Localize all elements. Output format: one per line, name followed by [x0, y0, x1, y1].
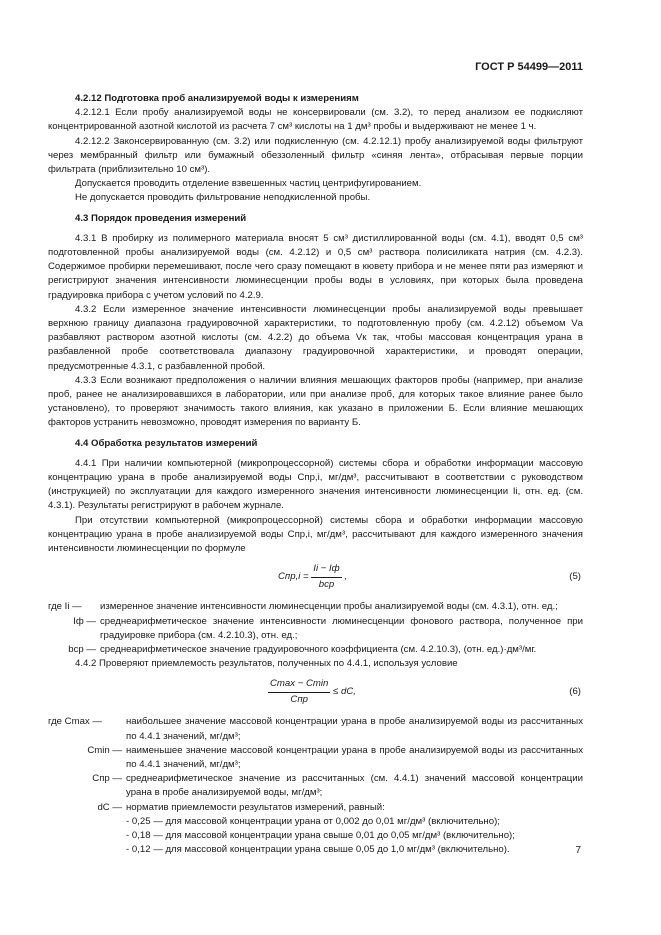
definition-item	[48, 643, 583, 657]
definition-text: наибольшее значение массовой концентрации урана в пробе анализируемой воды из рассчитанных по 4.4.1 значений, мг/дм³;	[126, 716, 583, 742]
list-item: - 0,18 — для массовой концентрации урана свыше 0,01 до 0,05 мг/дм³ (включительно);	[126, 829, 515, 841]
formula-denominator: bср	[318, 578, 335, 590]
definition-symbol: где Ii —	[48, 601, 82, 613]
paragraph: При отсутствии компьютерной (микропроцессорной) системы сбора и обработки информации массовую концентрацию урана в пробе анализируемой воды Cпр,i, мг/дм³, рассчитывают для каждого измеренного значения интенсивности люминесценции по формуле	[48, 514, 583, 555]
formula-numerator: Ii − Iф	[311, 562, 341, 577]
paragraph: 4.2.12.1 Если пробу анализируемой воды не консервировали (см. 3.2), то перед анализом ее подкисляют концентрированной азотной кислотой из расчета 7 см³ кислоты на 1 дм³ пробы и выдерживают не менее 1 ч.	[48, 107, 583, 133]
definition-text: наименьшее значение массовой концентрации урана в пробе анализируемой воды из рассчитанных по 4.4.1 значений, мг/дм³;	[126, 744, 583, 770]
definition-symbol: dC —	[97, 801, 122, 813]
formula-numerator: Cmax − Cmin	[268, 677, 330, 692]
definition-text: среднеарифметическое значение градуировочного коэффициента (см. 4.2.10.3), (отн. ед.)·дм³/мг.	[100, 643, 537, 655]
paragraph: 4.4.2 Проверяют приемлемость результатов, полученных по 4.4.1, используя условие	[75, 658, 458, 670]
section-title-4-2-12: 4.2.12 Подготовка проб анализируемой воды к измерениям	[75, 93, 359, 104]
definition-item	[48, 715, 583, 743]
formula-tail: ≤ dC,	[333, 686, 356, 698]
formula-6	[48, 673, 583, 713]
definition-text: среднеарифметическое значение интенсивности люминесценции фонового раствора, полученное при градуировке прибора (см. 4.2.10.3), отн. ед.;	[100, 615, 583, 641]
equation-number: (6)	[569, 686, 581, 698]
definition-symbol: Cпр —	[92, 773, 122, 785]
document-body	[48, 92, 583, 857]
formula-denominator: Cпр	[290, 693, 308, 705]
definition-item	[48, 744, 583, 772]
formula-5	[48, 558, 583, 598]
definition-symbol: bср —	[68, 643, 96, 655]
norm-list	[48, 815, 583, 858]
page-number: 7	[575, 845, 581, 856]
paragraph: Не допускается проводить фильтрование неподкисленной пробы.	[75, 192, 371, 204]
formula-lhs: Cпр,i =	[278, 571, 309, 583]
list-item: - 0,25 — для массовой концентрации урана от 0,002 до 0,01 мг/дм³ (включительно);	[126, 815, 500, 827]
definition-symbol: Cmin —	[87, 744, 122, 756]
paragraph: 4.3.3 Если возникают предположения о наличии влияния мешающих факторов пробы (например, при анализе проб, ранее не анализировавшихся в лаборатории, или при анализе проб, для которых такое влияние ранее было установлено), то проверяют значимость такого влияния, как указано в приложении Б. Если влияние мешающих факторов устранить невозможно, проводят измерения по варианту Б.	[48, 374, 583, 429]
paragraph: 4.3.1 В пробирку из полимерного материала вносят 5 см³ дистиллированной воды (см. 4.1), вводят 0,5 см³ подготовленной пробы анализируемой воды (см. 4.2.12) и 0,5 см³ раствора полисиликата натрия (см. 4.2.3). Содержимое пробирки перемешивают, после чего сразу помещают в кювету прибора и не менее пяти раз измеряют и регистрируют значения интенсивности люминесценции пробы воды в условиях, при которых была проведена градуировка прибора с учетом условий по 4.2.9.	[48, 232, 583, 301]
paragraph: Допускается проводить отделение взвешенных частиц центрифугированием.	[75, 178, 422, 190]
definitions-5	[48, 600, 583, 657]
section-title-4-4: 4.4 Обработка результатов измерений	[75, 437, 258, 449]
definitions-6	[48, 715, 583, 814]
definition-item	[48, 615, 583, 643]
paragraph: 4.2.12.2 Законсервированную (см. 3.2) или подкисленную (см. 4.2.12.1) пробу анализируемой воды фильтруют через мембранный фильтр или бумажный обеззоленный фильтр «синяя лента», отбрасывая первые порции фильтрата (приблизительно 10 см³).	[48, 135, 583, 176]
paragraph: 4.4.1 При наличии компьютерной (микропроцессорной) системы сбора и обработки информации массовую концентрацию урана в пробе анализируемой воды Cпр,i, мг/дм³, рассчитывают в соответствии с руководством (инструкцией) по эксплуатации для каждого измеренного значения интенсивности люминесценции Ii, отн. ед. (см. 4.3.1). Результаты регистрируют в рабочем журнале.	[48, 457, 583, 512]
definition-text: измеренное значение интенсивности люминесценции пробы анализируемой воды (см. 4.3.1), отн. ед.;	[100, 601, 558, 613]
standard-header: ГОСТ Р 54499—2011	[475, 61, 583, 73]
definition-symbol: где Cmax —	[48, 716, 102, 728]
list-item: - 0,12 — для массовой концентрации урана свыше 0,05 до 1,0 мг/дм³ (включительно).	[126, 844, 510, 856]
definition-symbol: Iф —	[73, 615, 96, 627]
formula-tail: ,	[344, 571, 348, 583]
paragraph: 4.3.2 Если измеренное значение интенсивности люминесценции пробы анализируемой воды превышает верхнюю границу диапазона градуировочной характеристики, то подготовленную пробу (см. 4.2.12) объемом Vа разбавляют раствором азотной кислоты (см. 4.2.2) до объема Vк так, чтобы массовая концентрация урана в разбавленной пробе соответствовала диапазону градуировочной характеристики, и проводят операции, предусмотренные 4.3.1, с разбавленной пробой.	[48, 303, 583, 372]
equation-number: (5)	[569, 571, 581, 583]
definition-item	[48, 801, 583, 815]
definition-item	[48, 600, 583, 614]
definition-text: среднеарифметическое значение из рассчитанных (см. 4.4.1) значений массовой концентрации урана в пробе анализируемой воды, мг/дм³;	[126, 773, 583, 799]
section-title-4-3: 4.3 Порядок проведения измерений	[75, 212, 247, 224]
definition-item	[48, 772, 583, 800]
definition-text: норматив приемлемости результатов измерений, равный:	[126, 801, 385, 813]
